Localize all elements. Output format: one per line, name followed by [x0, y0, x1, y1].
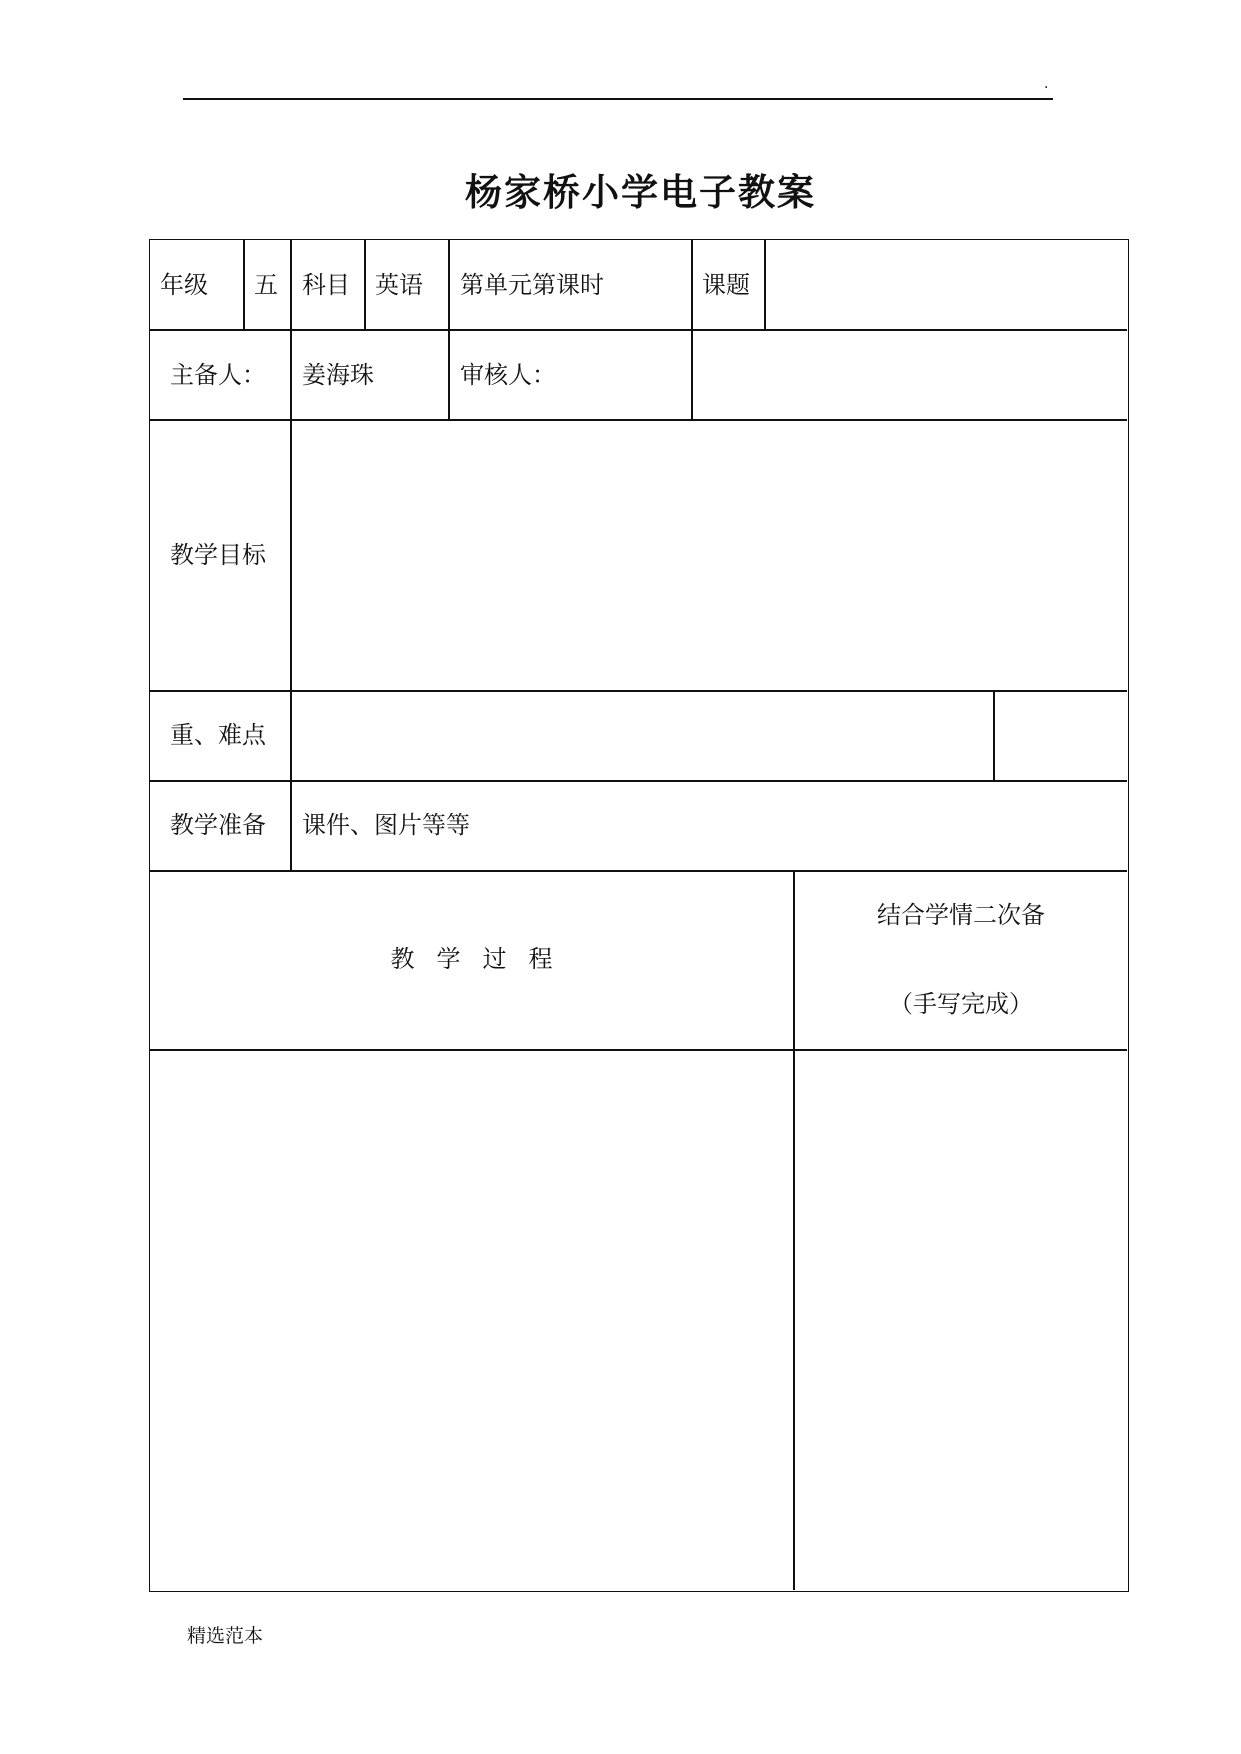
preparer-label: 主备人： — [170, 361, 266, 389]
objectives-field[interactable] — [302, 430, 1117, 680]
subject-label: 科目 — [302, 271, 350, 299]
process-content-area[interactable] — [160, 1060, 780, 1580]
label-column-divider — [290, 329, 292, 870]
row-divider-4 — [150, 780, 1127, 782]
grade-value: 五 — [254, 271, 278, 299]
second-prep-content-area[interactable] — [805, 1060, 1115, 1580]
col-divider-r1-c — [364, 240, 366, 329]
unit-lesson-label: 第单元第课时 — [460, 271, 604, 299]
col-divider-r1-b — [290, 240, 292, 329]
preparation-label: 教学准备 — [170, 811, 266, 839]
preparation-value: 课件、图片等等 — [302, 811, 470, 839]
page-title: 杨家桥小学电子教案 — [465, 170, 816, 214]
lesson-plan-form — [149, 239, 1129, 1592]
row-divider-6 — [150, 1049, 1127, 1051]
reviewer-field[interactable] — [702, 360, 1112, 390]
col-divider-r1-d — [448, 240, 450, 419]
col-divider-r1-f — [764, 240, 766, 329]
col-divider-r1-a — [243, 240, 245, 329]
key-points-field[interactable] — [302, 720, 982, 750]
process-column-divider — [793, 870, 795, 1590]
process-heading: 教学过程 — [390, 945, 575, 973]
col-divider-r1-e — [691, 240, 693, 419]
header-dot-mark: . — [1044, 76, 1049, 92]
row-divider-3 — [150, 690, 1127, 692]
reviewer-label: 审核人： — [460, 361, 556, 389]
key-points-side-divider — [993, 690, 995, 780]
second-prep-note: （手写完成） — [889, 990, 1033, 1018]
key-points-label: 重、难点 — [170, 721, 266, 749]
row-divider-2 — [150, 419, 1127, 421]
preparer-value: 姜海珠 — [302, 361, 374, 389]
row-divider-5 — [150, 870, 1127, 872]
objectives-label: 教学目标 — [170, 541, 266, 569]
grade-label: 年级 — [160, 271, 208, 299]
footer-note: 精选范本 — [187, 1625, 264, 1647]
topic-label: 课题 — [702, 271, 750, 299]
second-prep-title: 结合学情二次备 — [877, 901, 1045, 929]
row-divider-1 — [150, 329, 1127, 331]
topic-field[interactable] — [775, 270, 1115, 300]
header-rule — [183, 98, 1053, 100]
subject-value: 英语 — [375, 271, 423, 299]
